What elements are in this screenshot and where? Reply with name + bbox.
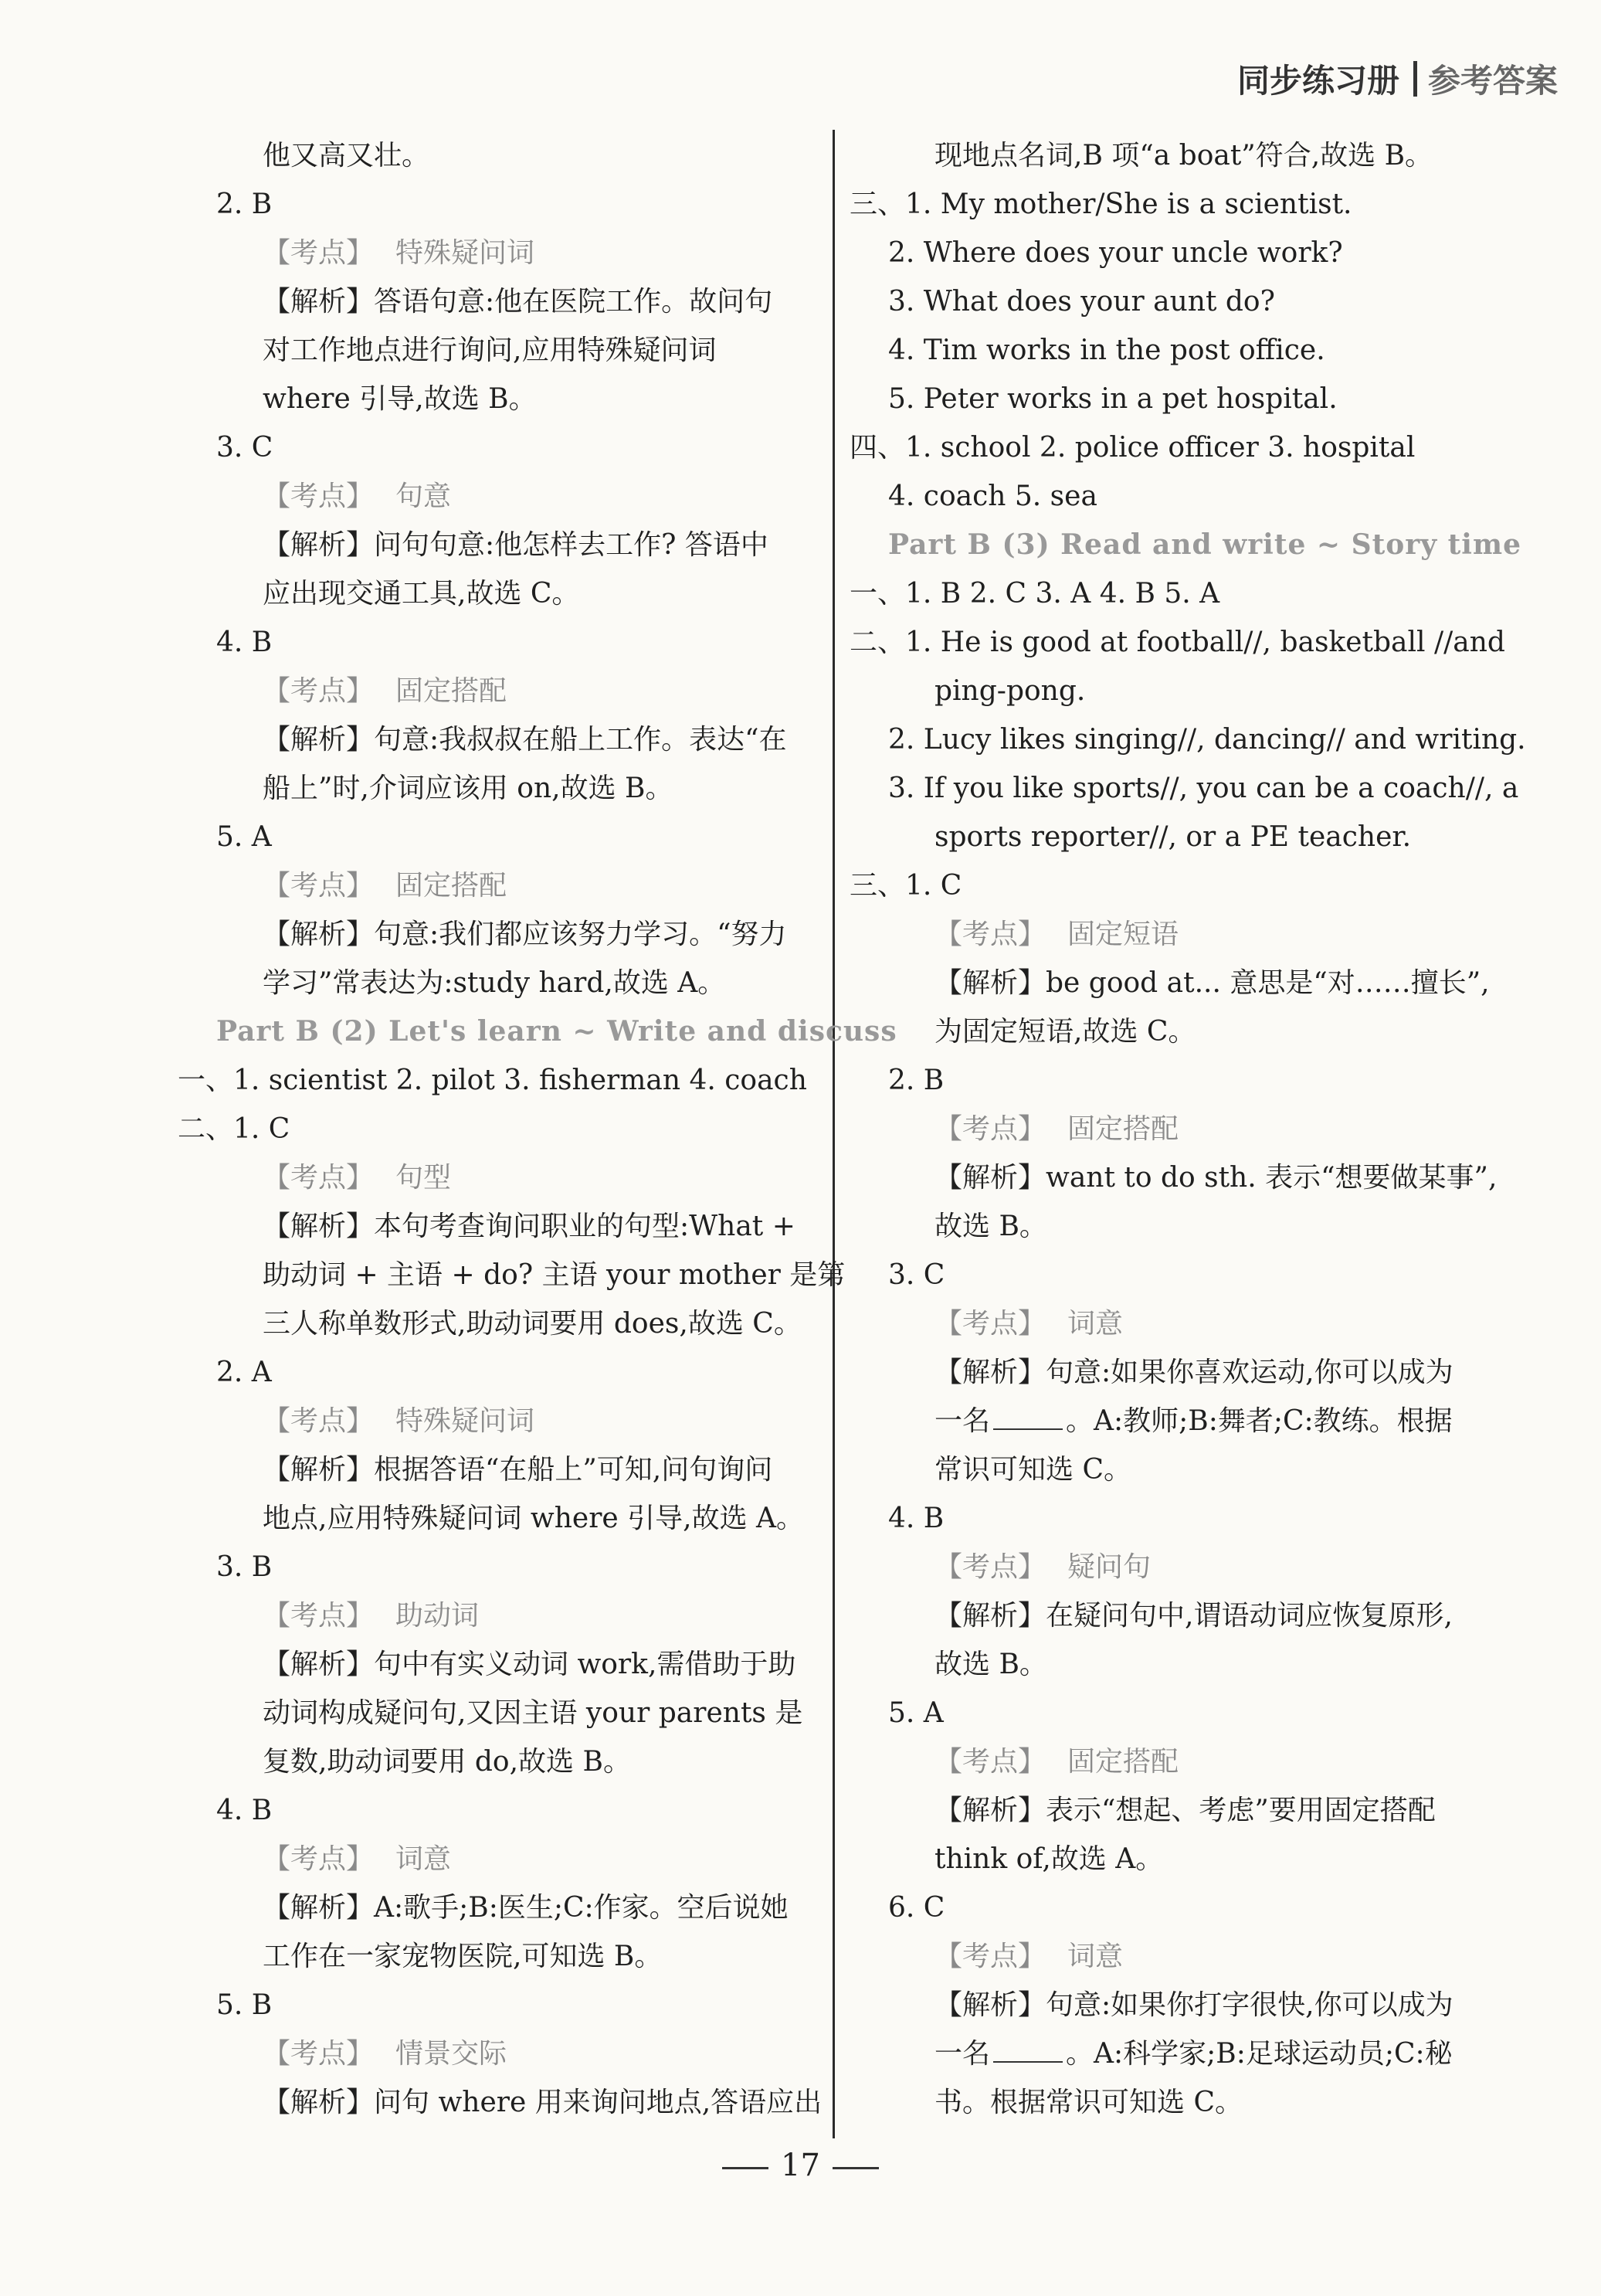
left-line: 助动词 + 主语 + do? 主语 your mother 是第 <box>263 1259 846 1291</box>
right-line <box>850 1397 1529 1445</box>
right-line: 4. coach 5. sea <box>888 481 1097 512</box>
header-title: 同步练习册 <box>1236 62 1399 100</box>
kaodian-label: 【考点】 <box>263 1162 375 1194</box>
left-line <box>178 2029 811 2078</box>
page-header <box>1237 56 1558 102</box>
right-line: 3. What does your aunt do? <box>888 286 1275 318</box>
blank-prefix: 一名 <box>934 2038 991 2070</box>
left-line: 【解析】句中有实义动词 work,需借助于助 <box>263 1649 796 1680</box>
left-line: 2. A <box>216 1357 272 1388</box>
kaodian-value: 固定搭配 <box>395 870 507 902</box>
kaodian-value: 句型 <box>395 1162 452 1194</box>
left-line: 工作在一家宠物医院,可知选 B。 <box>263 1941 663 1972</box>
header-separator <box>1413 61 1417 97</box>
right-line: 二、1. He is good at football//, basketball //and <box>850 627 1505 658</box>
right-line: 现地点名词,B 项“a boat”符合,故选 B。 <box>934 140 1433 172</box>
left-line: 【解析】问句句意:他怎样去工作? 答语中 <box>263 529 768 561</box>
left-line <box>178 1591 811 1640</box>
blank-prefix: 一名 <box>934 1405 991 1437</box>
left-line <box>178 861 811 910</box>
kaodian-value: 固定搭配 <box>1067 1746 1179 1778</box>
right-line: 三、1. My mother/She is a scientist. <box>850 189 1352 220</box>
left-line: 一、1. scientist 2. pilot 3. fisherman 4. coach <box>178 1065 807 1096</box>
left-line <box>178 229 811 277</box>
left-line: 三人称单数形式,助动词要用 does,故选 C。 <box>263 1308 802 1340</box>
right-line: 故选 B。 <box>934 1211 1047 1242</box>
left-line <box>178 472 811 521</box>
left-line: 他又高又壮。 <box>263 140 430 172</box>
kaodian-value: 词意 <box>395 1843 452 1875</box>
kaodian-label: 【考点】 <box>934 919 1046 950</box>
right-line: 5. A <box>888 1697 944 1729</box>
right-line: 【解析】句意:如果你打字很快,你可以成为 <box>934 1989 1453 2021</box>
left-line: 动词构成疑问句,又因主语 your parents 是 <box>263 1697 803 1729</box>
left-line: 学习”常表达为:study hard,故选 A。 <box>263 967 726 999</box>
right-line <box>850 910 1529 959</box>
right-line: 3. C <box>888 1259 945 1291</box>
left-line: Part B (2) Let's learn ~ Write and discuss <box>216 1015 897 1048</box>
kaodian-value: 词意 <box>1067 1941 1124 1972</box>
right-line: 4. Tim works in the post office. <box>888 335 1325 366</box>
right-line: 3. If you like sports//, you can be a coach//, a <box>888 773 1519 804</box>
left-line: 【解析】A:歌手;B:医生;C:作家。空后说她 <box>263 1892 789 1924</box>
right-line <box>850 1932 1529 1981</box>
right-line: 故选 B。 <box>934 1649 1047 1680</box>
left-line: 3. C <box>216 432 273 464</box>
left-line: 对工作地点进行询问,应用特殊疑问词 <box>263 335 717 366</box>
kaodian-value: 固定短语 <box>1067 919 1179 950</box>
right-line: 书。根据常识可知选 C。 <box>934 2087 1243 2118</box>
kaodian-value: 特殊疑问词 <box>395 1405 535 1437</box>
kaodian-value: 句意 <box>395 481 452 512</box>
kaodian-value: 助动词 <box>395 1600 480 1632</box>
kaodian-label: 【考点】 <box>934 1746 1046 1778</box>
left-line: 应出现交通工具,故选 C。 <box>263 578 580 610</box>
right-line: 2. Lucy likes singing//, dancing// and writing. <box>888 724 1526 756</box>
kaodian-label: 【考点】 <box>263 870 375 902</box>
left-line: where 引导,故选 B。 <box>263 383 537 415</box>
page-footer <box>0 2148 1601 2183</box>
kaodian-value: 固定搭配 <box>1067 1113 1179 1145</box>
kaodian-label: 【考点】 <box>934 1941 1046 1972</box>
left-line: 5. B <box>216 1989 273 2021</box>
left-line: 【解析】句意:我们都应该努力学习。“努力 <box>263 919 787 950</box>
blank-suffix: 。A:科学家;B:足球运动员;C:秘 <box>1066 2038 1453 2070</box>
left-column <box>178 131 897 2127</box>
right-line: Part B (3) Read and write ~ Story time <box>888 528 1521 561</box>
kaodian-value: 固定搭配 <box>395 675 507 707</box>
kaodian-label: 【考点】 <box>263 237 375 269</box>
footer-dash <box>833 2167 879 2169</box>
right-line: 6. C <box>888 1892 945 1924</box>
kaodian-value: 特殊疑问词 <box>395 237 535 269</box>
left-line <box>178 1153 811 1202</box>
fill-blank <box>993 2061 1063 2063</box>
right-line: 一、1. B 2. C 3. A 4. B 5. A <box>850 578 1220 610</box>
right-line: 为固定短语,故选 C。 <box>934 1016 1196 1048</box>
kaodian-label: 【考点】 <box>263 481 375 512</box>
left-line: 4. B <box>216 1795 273 1826</box>
right-line <box>850 2029 1529 2078</box>
right-line: 2. B <box>888 1065 945 1096</box>
left-line <box>178 667 811 715</box>
left-line: 【解析】根据答语“在船上”可知,问句询问 <box>263 1454 773 1486</box>
right-line: 四、1. school 2. police officer 3. hospital <box>850 432 1416 464</box>
fill-blank <box>993 1428 1063 1430</box>
kaodian-value: 疑问句 <box>1067 1551 1152 1583</box>
kaodian-label: 【考点】 <box>263 675 375 707</box>
right-line: think of,故选 A。 <box>934 1843 1164 1875</box>
left-line: 【解析】问句 where 用来询问地点,答语应出 <box>263 2087 823 2118</box>
left-line: 船上”时,介词应该用 on,故选 B。 <box>263 773 673 804</box>
right-line <box>850 1543 1529 1591</box>
kaodian-value: 词意 <box>1067 1308 1124 1340</box>
right-line: sports reporter//, or a PE teacher. <box>934 821 1412 853</box>
left-line: 5. A <box>216 821 272 853</box>
kaodian-label: 【考点】 <box>263 2038 375 2070</box>
right-line: 【解析】want to do sth. 表示“想要做某事”, <box>934 1162 1498 1194</box>
left-line: 【解析】句意:我叔叔在船上工作。表达“在 <box>263 724 787 756</box>
right-line: 三、1. C <box>850 870 962 902</box>
right-line: 【解析】表示“想起、考虑”要用固定搭配 <box>934 1795 1436 1826</box>
right-line: 2. Where does your uncle work? <box>888 237 1343 269</box>
left-line: 地点,应用特殊疑问词 where 引导,故选 A。 <box>263 1503 805 1534</box>
right-line: 【解析】在疑问句中,谓语动词应恢复原形, <box>934 1600 1453 1632</box>
kaodian-value: 情景交际 <box>395 2038 507 2070</box>
kaodian-label: 【考点】 <box>263 1843 375 1875</box>
right-line <box>850 1105 1529 1153</box>
kaodian-label: 【考点】 <box>263 1405 375 1437</box>
kaodian-label: 【考点】 <box>934 1551 1046 1583</box>
left-line: 复数,助动词要用 do,故选 B。 <box>263 1746 631 1778</box>
right-line <box>850 1299 1529 1348</box>
left-line: 【解析】本句考查询问职业的句型:What + <box>263 1211 795 1242</box>
right-line: ping-pong. <box>934 675 1086 707</box>
left-line <box>178 1835 811 1883</box>
left-line: 2. B <box>216 189 273 220</box>
right-line: 4. B <box>888 1503 945 1534</box>
blank-suffix: 。A:教师;B:舞者;C:教练。根据 <box>1066 1405 1453 1437</box>
right-line: 5. Peter works in a pet hospital. <box>888 383 1338 415</box>
left-line: 3. B <box>216 1551 273 1583</box>
left-line: 4. B <box>216 627 273 658</box>
kaodian-label: 【考点】 <box>934 1113 1046 1145</box>
right-column <box>850 131 1529 2127</box>
header-subtitle: 参考答案 <box>1427 62 1558 100</box>
right-line: 常识可知选 C。 <box>934 1454 1131 1486</box>
right-line: 【解析】句意:如果你喜欢运动,你可以成为 <box>934 1357 1453 1388</box>
column-divider <box>833 130 835 2138</box>
right-line <box>850 1737 1529 1786</box>
page-number: 17 <box>781 2148 820 2183</box>
kaodian-label: 【考点】 <box>934 1308 1046 1340</box>
left-line: 二、1. C <box>178 1113 290 1145</box>
right-line: 【解析】be good at... 意思是“对……擅长”, <box>934 967 1490 999</box>
footer-dash <box>722 2167 768 2169</box>
left-line: 【解析】答语句意:他在医院工作。故问句 <box>263 286 773 318</box>
kaodian-label: 【考点】 <box>263 1600 375 1632</box>
left-line <box>178 1397 811 1445</box>
